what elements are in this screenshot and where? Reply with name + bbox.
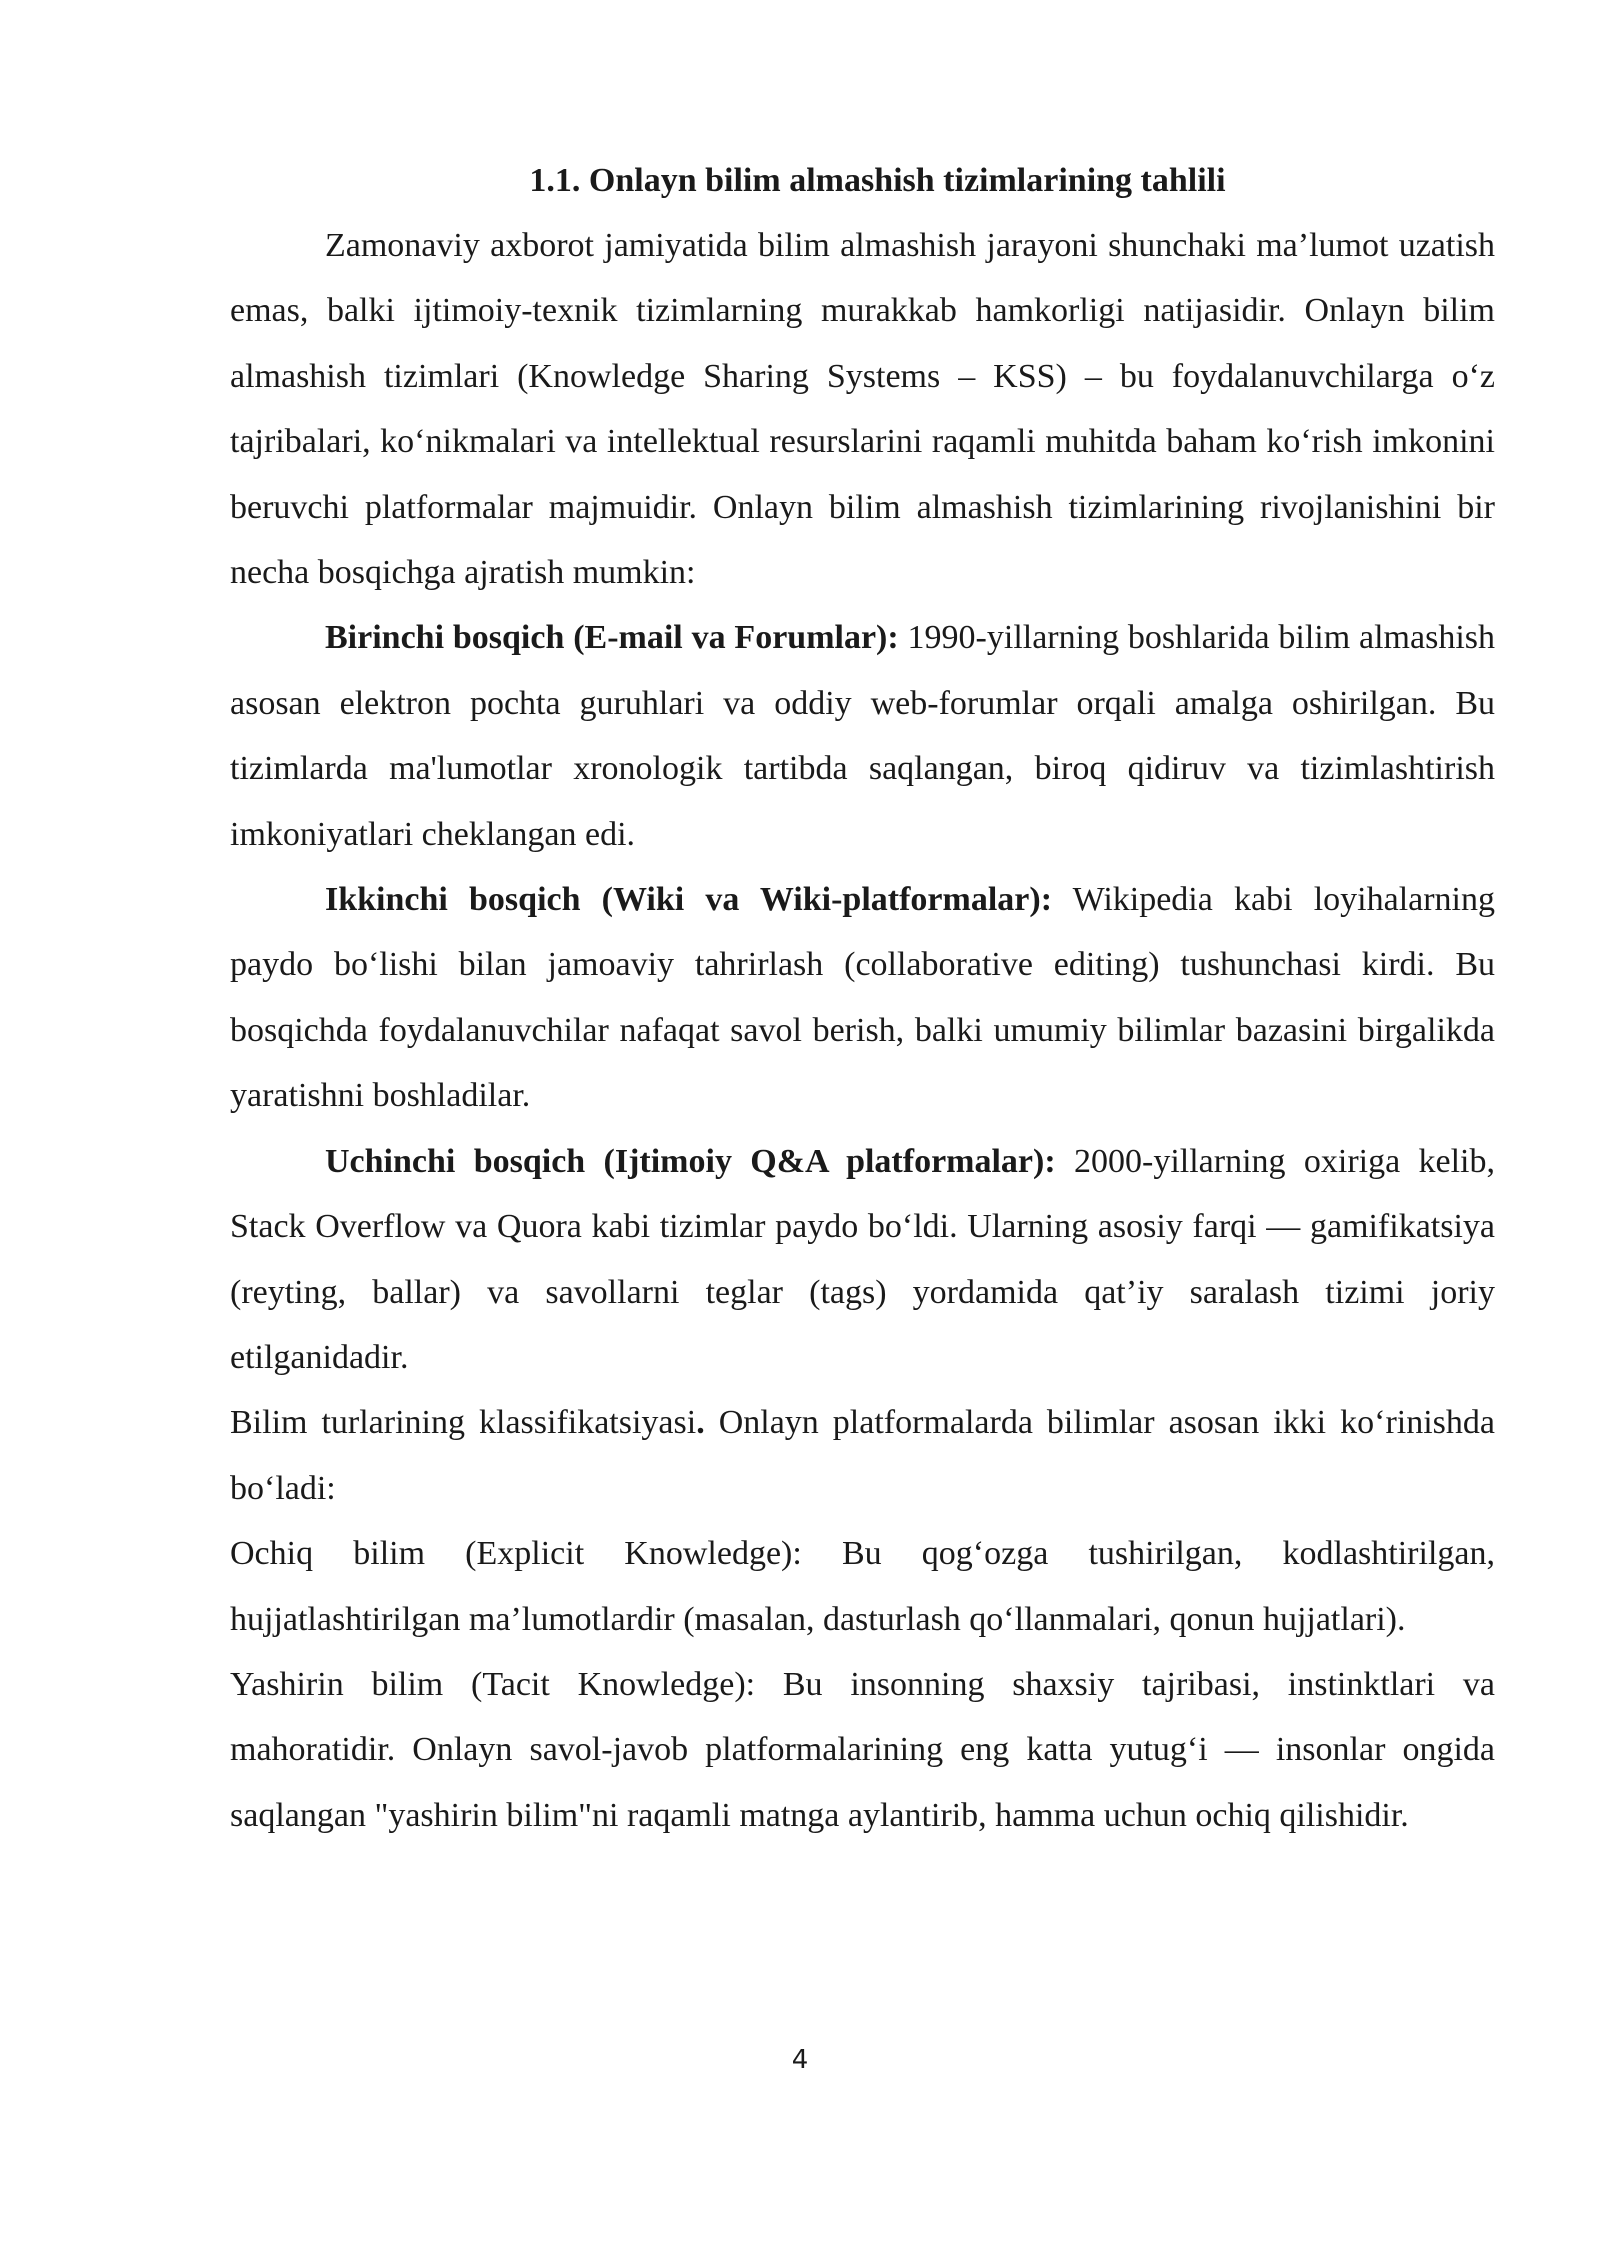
tacit-knowledge-paragraph: Yashirin bilim (Tacit Knowledge): Bu insonning shaxsiy tajribasi, instinktlari va mahoratidir. Onlayn savol-javob platformalarining eng katta yutug‘i — insonlar ongida saqlangan "yashirin bilim"ni raqamli matnga aylantirib, hamma uchun ochiq qilishidir. (230, 1665, 1495, 1834)
stage-1-paragraph (230, 605, 1495, 867)
stage-3-text: 2000-yillarning oxiriga kelib, Stack Overflow va Quora kabi tizimlar paydo bo‘ldi. Ularning asosiy farqi — gamifikatsiya (reyting, ballar) va savollarni teglar (tags) yordamida qat’iy saralash tizimi joriy etilganidadir. (230, 1142, 1495, 1376)
document-page (230, 148, 1495, 1848)
page-number: 4 (791, 2045, 809, 2075)
explicit-knowledge-paragraph: Ochiq bilim (Explicit Knowledge): Bu qog‘ozga tushirilgan, kodlashtirilgan, hujjatlashtirilgan ma’lumotlardir (masalan, dasturlash qo‘llanmalari, qonun hujjatlari). (230, 1535, 1495, 1638)
stage-3-paragraph (230, 1129, 1495, 1391)
classification-title: Bilim turlarining klassifikatsiyasi (230, 1404, 697, 1442)
stage-3-title: Uchinchi bosqich (Ijtimoiy Q&A platformalar): (325, 1142, 1056, 1180)
stage-2-paragraph (230, 867, 1495, 1129)
section-heading: 1.1. Onlayn bilim almashish tizimlarining tahlili (529, 162, 1226, 199)
stage-2-title: Ikkinchi bosqich (Wiki va Wiki-platformalar): (325, 881, 1053, 919)
stage-1-title: Birinchi bosqich (E-mail va Forumlar): (325, 619, 899, 657)
classification-dot: . (696, 1404, 705, 1442)
stage-2-text: Wikipedia kabi loyihalarning paydo bo‘lishi bilan jamoaviy tahrirlash (collaborative editing) tushunchasi kirdi. Bu bosqichda foydalanuvchilar nafaqat savol berish, balki umumiy bilimlar bazasini birgalikda yaratishni boshladilar. (230, 881, 1495, 1115)
intro-paragraph: Zamonaviy axborot jamiyatida bilim almashish jarayoni shunchaki ma’lumot uzatish emas, balki ijtimoiy-texnik tizimlarning murakkab hamkorligi natijasidir. Onlayn bilim almashish tizimlari (Knowledge Sharing Systems – KSS) – bu foydalanuvchilarga o‘z tajribalari, ko‘nikmalari va intellektual resurslarini raqamli muhitda baham ko‘rish imkonini beruvchi platformalar majmuidir. Onlayn bilim almashish tizimlarining rivojlanishini bir necha bosqichga ajratish mumkin: (230, 227, 1495, 592)
classification-paragraph (230, 1390, 1495, 1521)
stage-1-text: 1990-yillarning boshlarida bilim almashish asosan elektron pochta guruhlari va oddiy web-forumlar orqali amalga oshirilgan. Bu tizimlarda ma'lumotlar xronologik tartibda saqlangan, biroq qidiruv va tizimlashtirish imkoniyatlari cheklangan edi. (230, 619, 1495, 853)
classification-text: Onlayn platformalarda bilimlar asosan ikki ko‘rinishda bo‘ladi: (230, 1404, 1495, 1507)
